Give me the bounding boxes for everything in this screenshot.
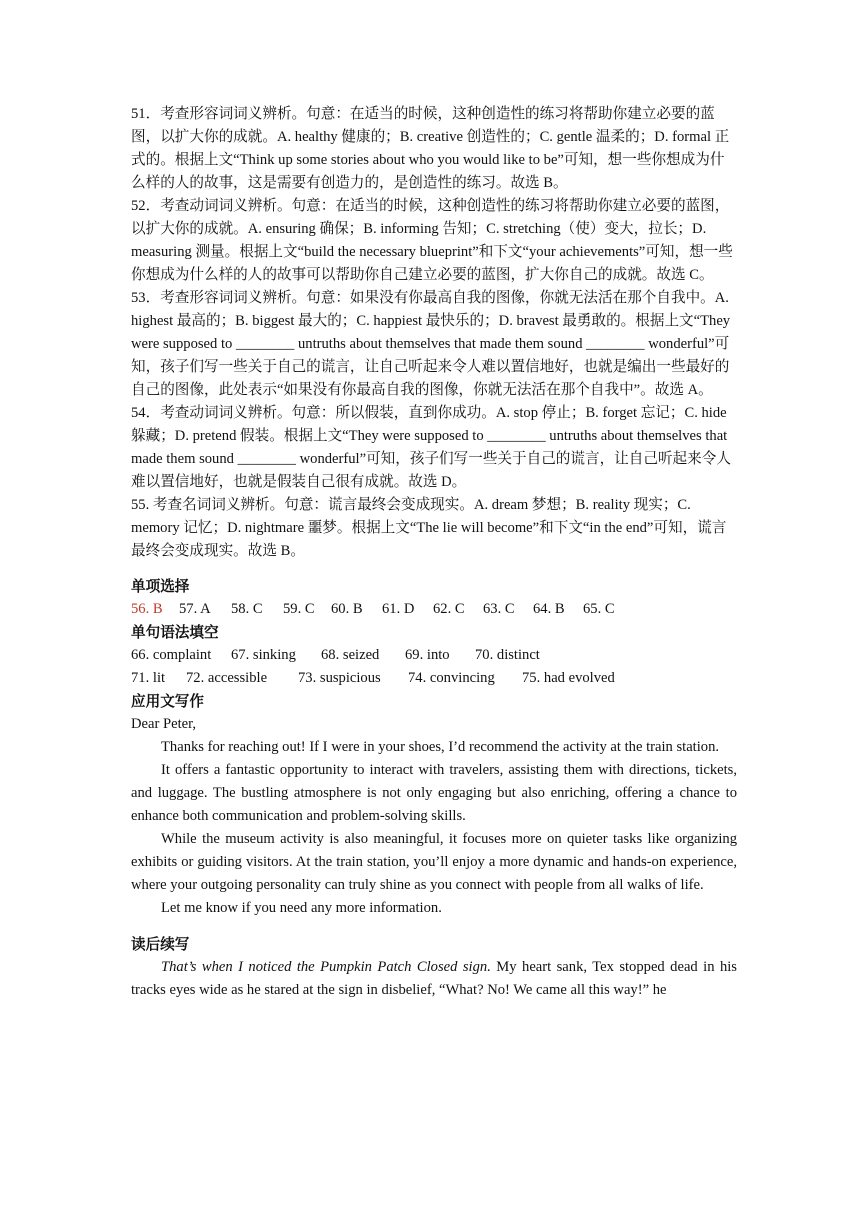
- answer-item: 67. sinking: [231, 647, 296, 663]
- answer-item: 57. A: [179, 601, 211, 617]
- letter-paragraph: While the museum activity is also meaningful, it focuses more on quieter tasks like organizing exhibits or guiding visitors. At the train station, you’ll enjoy a more dynamic and hands-on experience, where your outgoing personality can truly shine as you connect with people from all walks of life.: [131, 831, 737, 893]
- answer-item: 60. B: [331, 601, 363, 617]
- letter-paragraph: Thanks for reaching out! If I were in your shoes, I’d recommend the activity at the train station.: [161, 739, 720, 755]
- continuation-text: My heart sank, Tex stopped dead in his tracks eyes wide as he stared at the sign in disbelief, “What? No! We came all this way!” he: [131, 959, 737, 998]
- explanation-53: 53．考查形容词词义辨析。句意：如果没有你最高自我的图像，你就无法活在那个自我中。A. highest 最高的；B. biggest 最大的；C. happiest 最快乐的；D. bravest 最勇敢的。根据上文“They were supposed to ________ untruths about themselves that made them sound ________ wonderful”可知，孩子们写一些关于自己的谎言，让自己听起来令人难以置信地好，也就是编出一些最好的自己的图像，此处表示“如果没有你最高自我的图像，你就无法活在那个自我中”。故选 A。: [131, 290, 731, 398]
- answer-item: 72. accessible: [186, 670, 268, 686]
- letter-greeting: Dear Peter,: [131, 716, 197, 732]
- answer-item: 58. C: [231, 601, 263, 617]
- single-choice-heading: 单项选择: [131, 578, 190, 595]
- answer-page: [131, 103, 737, 1002]
- answer-item: 63. C: [483, 601, 515, 617]
- answer-item: 59. C: [283, 601, 315, 617]
- grammar-fill-row-2: [131, 667, 737, 690]
- answer-item: 74. convincing: [408, 670, 495, 686]
- answer-item: 65. C: [583, 601, 615, 617]
- answer-item: 75. had evolved: [522, 670, 615, 686]
- continuation-heading: 读后续写: [131, 936, 190, 953]
- explanation-54: 54．考查动词词义辨析。句意：所以假装，直到你成功。A. stop 停止；B. forget 忘记；C. hide 躲藏；D. pretend 假装。根据上文“They were supposed to ________ untruths about themselves that made them sound ________ wonderful”可知，孩子们写一些关于自己的谎言，让自己听起来令人难以置信地好，也就是假装自己很有成就。故选 D。: [131, 405, 731, 490]
- letter-paragraph: It offers a fantastic opportunity to interact with travelers, assisting them with directions, tickets, and luggage. The bustling atmosphere is not only engaging but also enriching, offering a chance to enhance both communication and problem-solving skills.: [131, 762, 737, 824]
- answer-item: 70. distinct: [475, 647, 540, 663]
- continuation-paragraph: [131, 956, 737, 1002]
- grammar-fill-row-1: [131, 644, 737, 667]
- answer-item: 61. D: [382, 601, 415, 617]
- answer-item: 66. complaint: [131, 647, 212, 663]
- continuation-lead: That’s when I noticed the Pumpkin Patch Closed sign.: [161, 959, 491, 975]
- answer-item: 62. C: [433, 601, 465, 617]
- answer-item: 64. B: [533, 601, 565, 617]
- explanation-51: 51．考查形容词词义辨析。句意：在适当的时候，这种创造性的练习将帮助你建立必要的蓝图，以扩大你的成就。A. healthy 健康的；B. creative 创造性的；C. gentle 温柔的；D. formal 正式的。根据上文“Think up some stories about who you would like to be”可知，想一些你想成为什么样的人的故事，这是需要有创造力的，是创造性的练习。故选 B。: [131, 106, 730, 191]
- explanation-55: 55. 考查名词词义辨析。句意：谎言最终会变成现实。A. dream 梦想；B. reality 现实；C. memory 记忆；D. nightmare 噩梦。根据上文“The lie will become”和下文“in the end”可知，谎言最终会变成现实。故选 B。: [131, 497, 727, 559]
- letter-paragraph: Let me know if you need any more information.: [161, 900, 442, 916]
- answer-item: 68. seized: [321, 647, 380, 663]
- answer-item: 56. B: [131, 601, 163, 617]
- grammar-fill-heading: 单句语法填空: [131, 624, 219, 641]
- answer-item: 71. lit: [131, 670, 166, 686]
- explanation-52: 52．考查动词词义辨析。句意：在适当的时候，这种创造性的练习将帮助你建立必要的蓝图，以扩大你的成就。A. ensuring 确保；B. informing 告知；C. stretching（使）变大，拉长；D. measuring 测量。根据上文“build the necessary blueprint”和下文“your achievements”可知，想一些你想成为什么样的人的故事可以帮助你自己建立必要的蓝图，扩大你自己的成就。故选 C。: [131, 198, 733, 283]
- single-choice-answers: [131, 598, 737, 621]
- practical-writing-heading: 应用文写作: [131, 693, 204, 710]
- answer-item: 69. into: [405, 647, 450, 663]
- answer-item: 73. suspicious: [298, 670, 381, 686]
